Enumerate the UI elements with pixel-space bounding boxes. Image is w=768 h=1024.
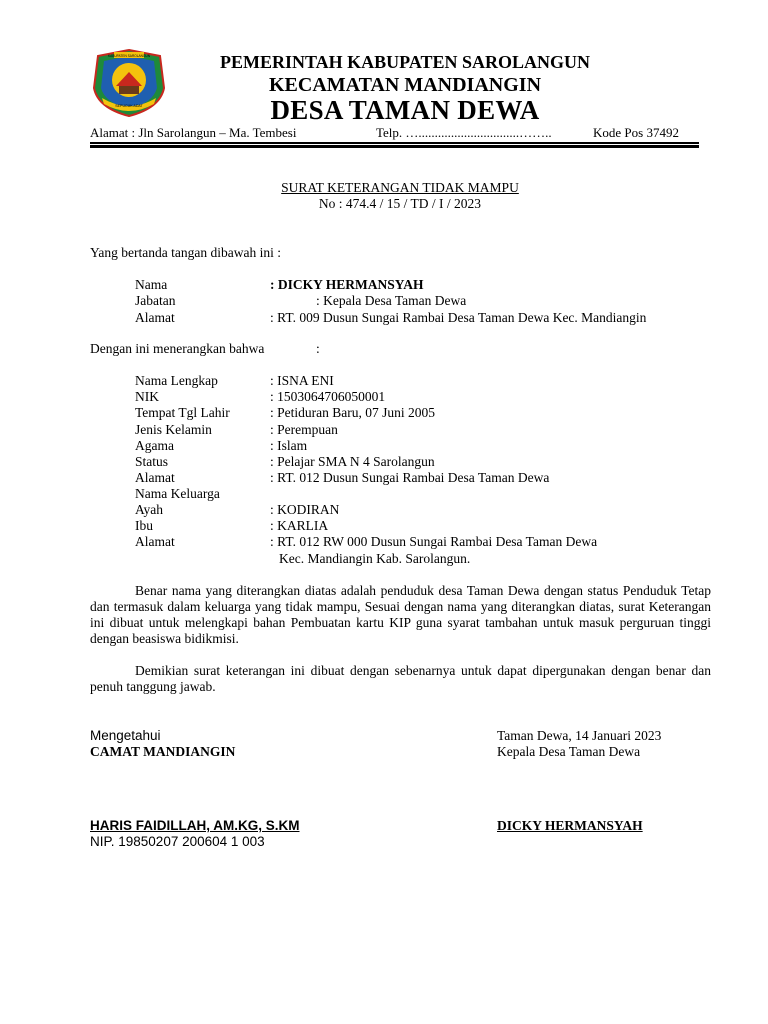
subject-label: Agama bbox=[135, 438, 174, 453]
signer-address-value: : RT. 009 Dusun Sungai Rambai Desa Taman Dewa Kec. Mandiangin bbox=[270, 310, 647, 325]
body-paragraph-2: Demikian surat keterangan ini dibuat dengan sebenarnya untuk dapat dipergunakan dengan benar dan penuh tanggung jawab. bbox=[90, 663, 711, 694]
subject-label: Tempat Tgl Lahir bbox=[135, 405, 230, 420]
header-divider-thin bbox=[90, 142, 699, 144]
header-telp: Telp. …...............................…….. bbox=[376, 125, 552, 140]
subject-value: : Pelajar SMA N 4 Sarolangun bbox=[270, 454, 435, 469]
letter-number: No : 474.4 / 15 / TD / I / 2023 bbox=[318, 196, 482, 211]
logo-text-top: KABUPATEN SAROLANGUN bbox=[107, 54, 151, 58]
subject-label: Alamat bbox=[135, 534, 175, 549]
subject-label: Ayah bbox=[135, 502, 164, 517]
statement-text: Dengan ini menerangkan bahwa bbox=[90, 341, 265, 356]
subject-label: NIK bbox=[135, 389, 159, 404]
signer-position-value: : Kepala Desa Taman Dewa bbox=[316, 293, 467, 308]
intro-text: Yang bertanda tangan dibawah ini : bbox=[90, 245, 281, 260]
subject-value: : KODIRAN bbox=[270, 502, 340, 517]
left-signer-name: HARIS FAIDILLAH, AM.KG, S.KM bbox=[90, 818, 300, 833]
header-divider-thick bbox=[90, 145, 699, 148]
statement-colon: : bbox=[316, 341, 320, 356]
subject-value: : RT. 012 Dusun Sungai Rambai Desa Taman Dewa bbox=[270, 470, 550, 485]
signer-name-label: Nama bbox=[135, 277, 168, 292]
subject-value: : 1503064706050001 bbox=[270, 389, 386, 404]
subject-label: Status bbox=[135, 454, 169, 469]
signer-position-label: Jabatan bbox=[135, 293, 176, 308]
right-place-date: Taman Dewa, 14 Januari 2023 bbox=[497, 728, 662, 743]
header-district-line: KECAMATAN MANDIANGIN bbox=[268, 74, 542, 96]
subject-label: Alamat bbox=[135, 470, 175, 485]
subject-value: : KARLIA bbox=[270, 518, 329, 533]
left-signer-nip: NIP. 19850207 200604 1 003 bbox=[90, 834, 265, 849]
sarolangun-regency-emblem bbox=[90, 48, 168, 118]
letter-title: SURAT KETERANGAN TIDAK MAMPU bbox=[281, 180, 519, 195]
header-government-line: PEMERINTAH KABUPATEN SAROLANGUN bbox=[219, 52, 591, 72]
subject-address-line2: Kec. Mandiangin Kab. Sarolangun. bbox=[279, 551, 471, 566]
signer-name-value: : DICKY HERMANSYAH bbox=[270, 277, 424, 292]
header-address: Alamat : Jln Sarolangun – Ma. Tembesi bbox=[90, 125, 297, 140]
logo-text-bottom: SEPUCUK ADAT bbox=[115, 104, 143, 108]
subject-label: Jenis Kelamin bbox=[135, 422, 212, 437]
subject-value: : Petiduran Baru, 07 Juni 2005 bbox=[270, 405, 435, 420]
subject-value: : Perempuan bbox=[270, 422, 338, 437]
subject-label: Nama Lengkap bbox=[135, 373, 218, 388]
subject-value: : Islam bbox=[270, 438, 308, 453]
header-village-line: DESA TAMAN DEWA bbox=[270, 95, 540, 125]
subject-value: : ISNA ENI bbox=[270, 373, 334, 388]
subject-value: : RT. 012 RW 000 Dusun Sungai Rambai Desa Taman Dewa bbox=[270, 534, 598, 549]
signer-address-label: Alamat bbox=[135, 310, 175, 325]
left-acknowledged-label: Mengetahui bbox=[90, 728, 161, 743]
subject-label: Ibu bbox=[135, 518, 153, 533]
body-paragraph-1: Benar nama yang diterangkan diatas adalah penduduk desa Taman Dewa dengan status Penduduk Tetap dan termasuk dalam keluarga yang tidak mampu, Sesuai dengan nama yang diterangkan diatas, surat Keterangan ini dibuat untuk melengkapi bahan Pembuatan kartu KIP guna syarat tambahan untuk masuk perguruan tinggi dengan beasiswa bidikmisi. bbox=[90, 583, 711, 646]
header-postal-code: Kode Pos 37492 bbox=[593, 125, 679, 140]
left-signer-position: CAMAT MANDIANGIN bbox=[90, 744, 236, 759]
right-signer-name: DICKY HERMANSYAH bbox=[497, 818, 643, 833]
subject-label: Nama Keluarga bbox=[135, 486, 220, 501]
right-signer-position: Kepala Desa Taman Dewa bbox=[497, 744, 641, 759]
